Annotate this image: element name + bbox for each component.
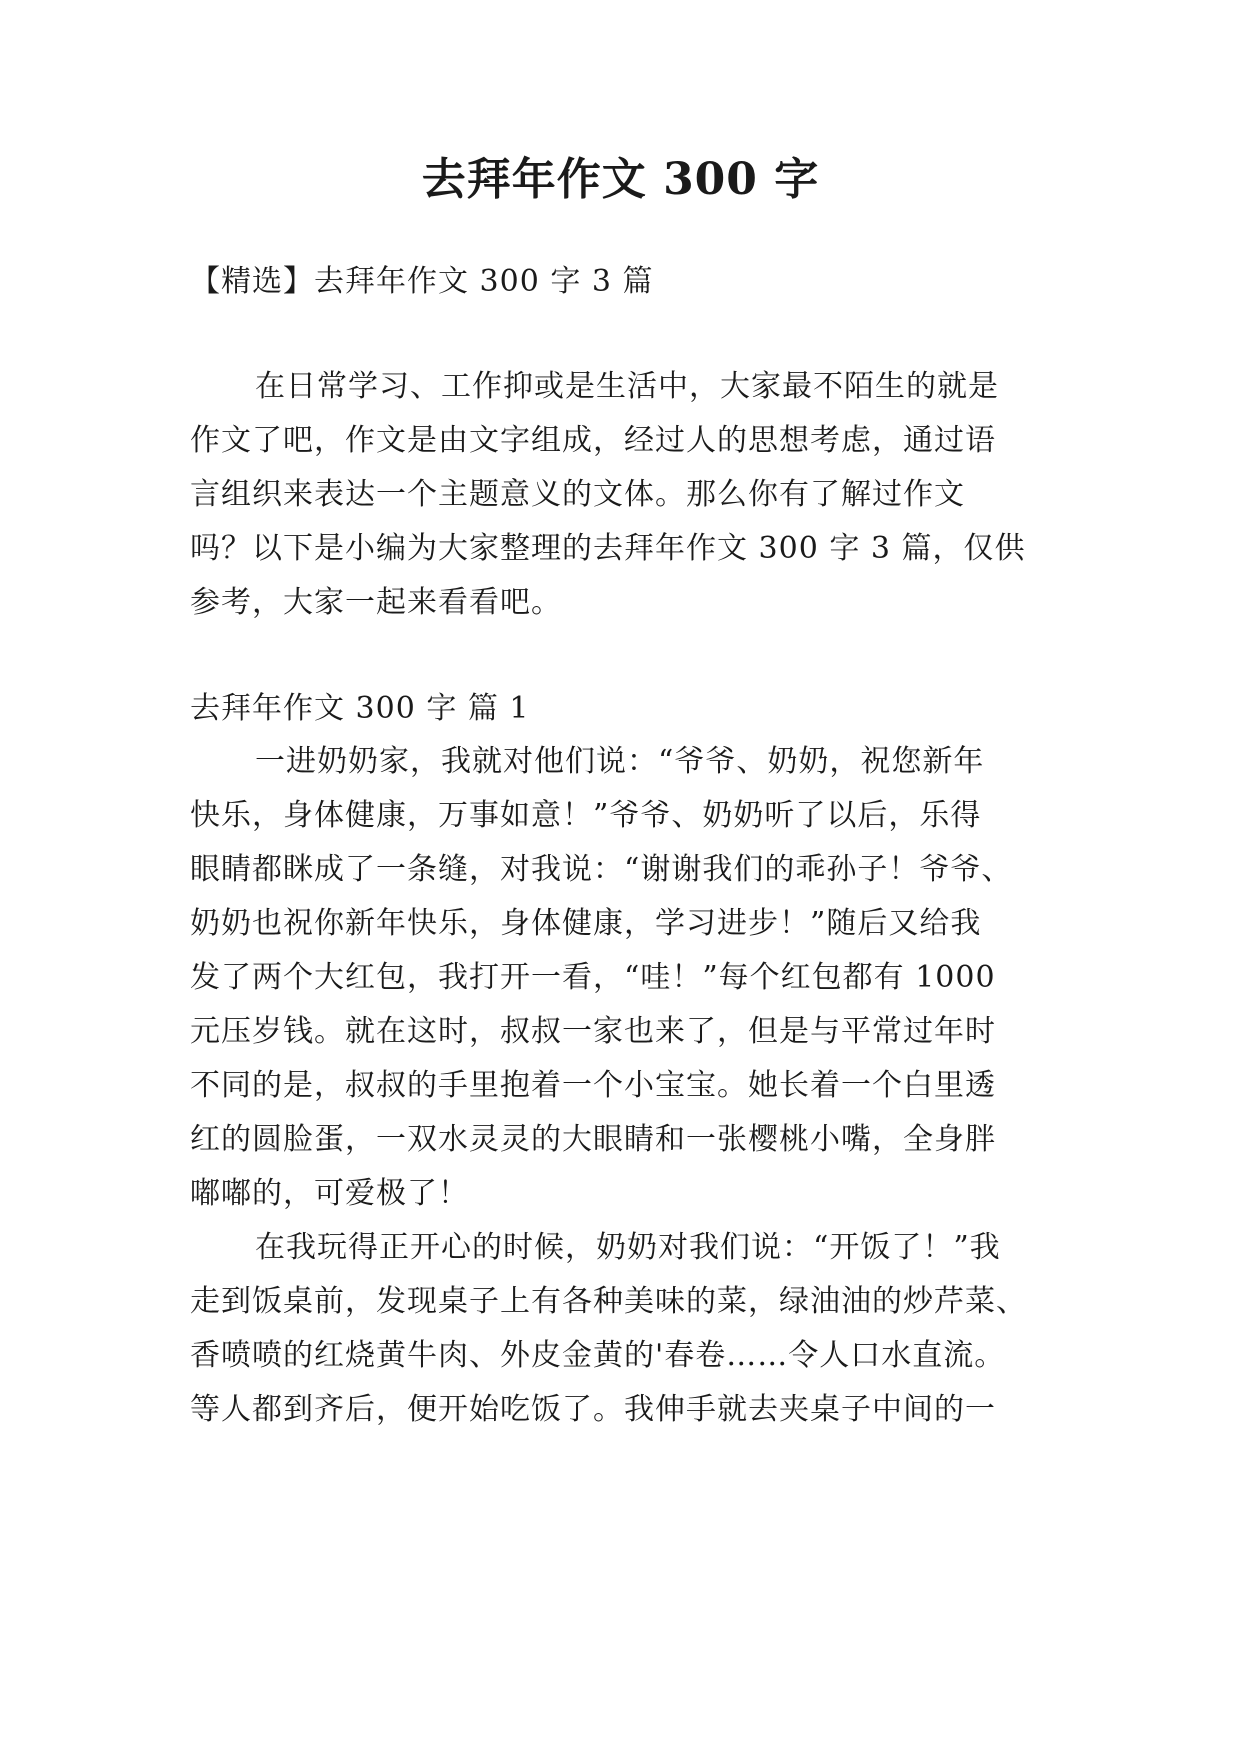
paragraph-line: 一进奶奶家，我就对他们说：“爷爷、奶奶，祝您新年 [255, 744, 985, 779]
intro-line: 吗？以下是小编为大家整理的去拜年作文 300 字 3 篇，仅供 [190, 531, 1026, 566]
paragraph-line: 等人都到齐后，便开始吃饭了。我伸手就去夹桌子中间的一 [190, 1392, 996, 1427]
intro-line: 在日常学习、工作抑或是生活中，大家最不陌生的就是 [255, 369, 999, 404]
document-subtitle: 【精选】去拜年作文 300 字 3 篇 [190, 264, 654, 299]
intro-line: 参考，大家一起来看看吧。 [190, 585, 562, 620]
paragraph-line: 香喷喷的红烧黄牛肉、外皮金黄的'春卷……令人口水直流。 [190, 1338, 1006, 1373]
intro-line: 作文了吧，作文是由文字组成，经过人的思想考虑，通过语 [190, 423, 996, 458]
paragraph-line: 嘟嘟的，可爱极了！ [190, 1176, 469, 1211]
paragraph-line: 奶奶也祝你新年快乐，身体健康，学习进步！”随后又给我 [190, 906, 982, 941]
paragraph-line: 快乐，身体健康，万事如意！”爷爷、奶奶听了以后，乐得 [190, 798, 982, 833]
intro-line: 言组织来表达一个主题意义的文体。那么你有了解过作文 [190, 477, 965, 512]
paragraph-line: 走到饭桌前，发现桌子上有各种美味的菜，绿油油的炒芹菜、 [190, 1284, 1027, 1319]
paragraph-line: 元压岁钱。就在这时，叔叔一家也来了，但是与平常过年时 [190, 1014, 996, 1049]
section-heading: 去拜年作文 300 字 篇 1 [190, 691, 530, 726]
paragraph-line: 不同的是，叔叔的手里抱着一个小宝宝。她长着一个白里透 [190, 1068, 996, 1103]
paragraph-line: 红的圆脸蛋，一双水灵灵的大眼睛和一张樱桃小嘴，全身胖 [190, 1122, 996, 1157]
paragraph-line: 眼睛都眯成了一条缝，对我说：“谢谢我们的乖孙子！爷爷、 [190, 852, 1013, 887]
paragraph-line: 在我玩得正开心的时候，奶奶对我们说：“开饭了！”我 [255, 1230, 1001, 1265]
paragraph-line: 发了两个大红包，我打开一看，“哇！”每个红包都有 1000 [190, 960, 996, 995]
document-title: 去拜年作文 300 字 [421, 154, 820, 205]
